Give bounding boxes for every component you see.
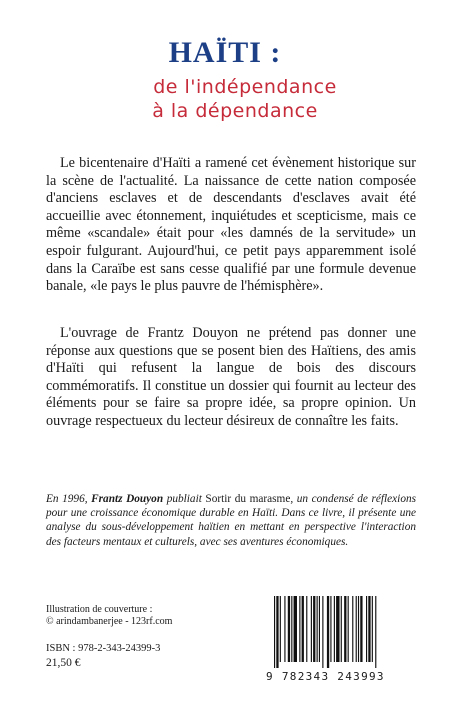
author-note-verb: publiait <box>163 493 206 505</box>
previous-book-title: Sortir du marasme <box>205 493 291 505</box>
barcode-bar <box>319 596 320 662</box>
barcode-bar <box>352 596 353 662</box>
barcode-bar <box>291 596 292 662</box>
barcode-bar <box>302 596 304 662</box>
barcode-bar <box>294 596 297 662</box>
barcode-bar <box>288 596 290 662</box>
barcode-bar <box>280 596 281 662</box>
credit-label: Illustration de couverture : <box>46 604 153 615</box>
barcode-bar <box>348 596 349 662</box>
barcode-bar <box>356 596 357 662</box>
cover-subtitle-line2: à la dépendance <box>152 100 318 122</box>
price-text: 21,50 € <box>46 657 81 669</box>
barcode-bar <box>322 596 323 668</box>
barcode-bar <box>336 596 339 662</box>
barcode-icon <box>272 596 412 678</box>
author-note-rest: , un condensé de réflexions pour une croissance économique durable en Haïti. Dans ce livre, il présente une analyse du sous-développement haïtien en mettant en perspective l'interaction des facteurs mentaux et culturels, avec ses aventures économiques. <box>46 493 417 548</box>
author-note <box>46 492 416 549</box>
cover-title: HAÏTI : <box>168 36 282 69</box>
barcode-bar <box>317 596 318 662</box>
barcode-bar <box>274 596 275 668</box>
barcode-bar <box>276 596 278 668</box>
cover-subtitle-line1: de l'indépendance <box>153 76 337 98</box>
illustration-credit <box>46 604 172 628</box>
credit-source: © arindambanerjee - 123rf.com <box>46 616 173 627</box>
barcode-bar <box>334 596 335 662</box>
blurb-paragraph-2: L'ouvrage de Frantz Douyon ne prétend pas donner une réponse aux questions que se posent bien des Haïtiens, des amis d'Haïti qui refusent la langue de bois des discours commémoratifs. Il constitue un dossier qui fournit au lecteur des éléments pour se faire sa propre idée, sa propre opinion. Un ouvrage respectueux du lecteur désireux de connaître les faits. <box>46 325 416 429</box>
barcode-bar <box>284 596 285 662</box>
barcode-bar <box>330 596 331 662</box>
barcode-bar <box>368 596 370 662</box>
barcode-bar <box>360 596 362 662</box>
barcode-bar <box>313 596 315 662</box>
barcode-bar <box>299 596 300 662</box>
barcode-bar <box>358 596 359 662</box>
blurb-paragraph-1: Le bicentenaire d'Haïti a ramené cet évènement historique sur la scène de l'actualité. La naissance de cette nation composée d'anciens esclaves et de descendants d'esclaves avait été accueillie avec étonnement, inquiétudes et scepticisme, mais ce même «scandale» était pour «les damnés de la servitude» un espoir fulgurant. Aujourd'hui, ce petit pays apparemment isolé dans la Caraïbe est sans cesse qualifié par une formule devenue banale, «le pays le plus pauvre de l'hémisphère». <box>46 155 416 295</box>
barcode-bar <box>372 596 373 662</box>
author-note-intro: En 1996, <box>46 493 92 505</box>
barcode-bar <box>311 596 312 662</box>
barcode-bar <box>327 596 329 668</box>
isbn-text: ISBN : 978-2-343-24399-3 <box>46 643 161 654</box>
barcode-bar <box>344 596 346 662</box>
barcode-bar <box>341 596 342 662</box>
barcode-bar <box>366 596 367 662</box>
barcode-bar <box>306 596 307 662</box>
barcode-digits: 9 782343 243993 <box>266 670 385 683</box>
author-name: Frantz Douyon <box>91 493 164 505</box>
barcode-bar <box>375 596 376 668</box>
